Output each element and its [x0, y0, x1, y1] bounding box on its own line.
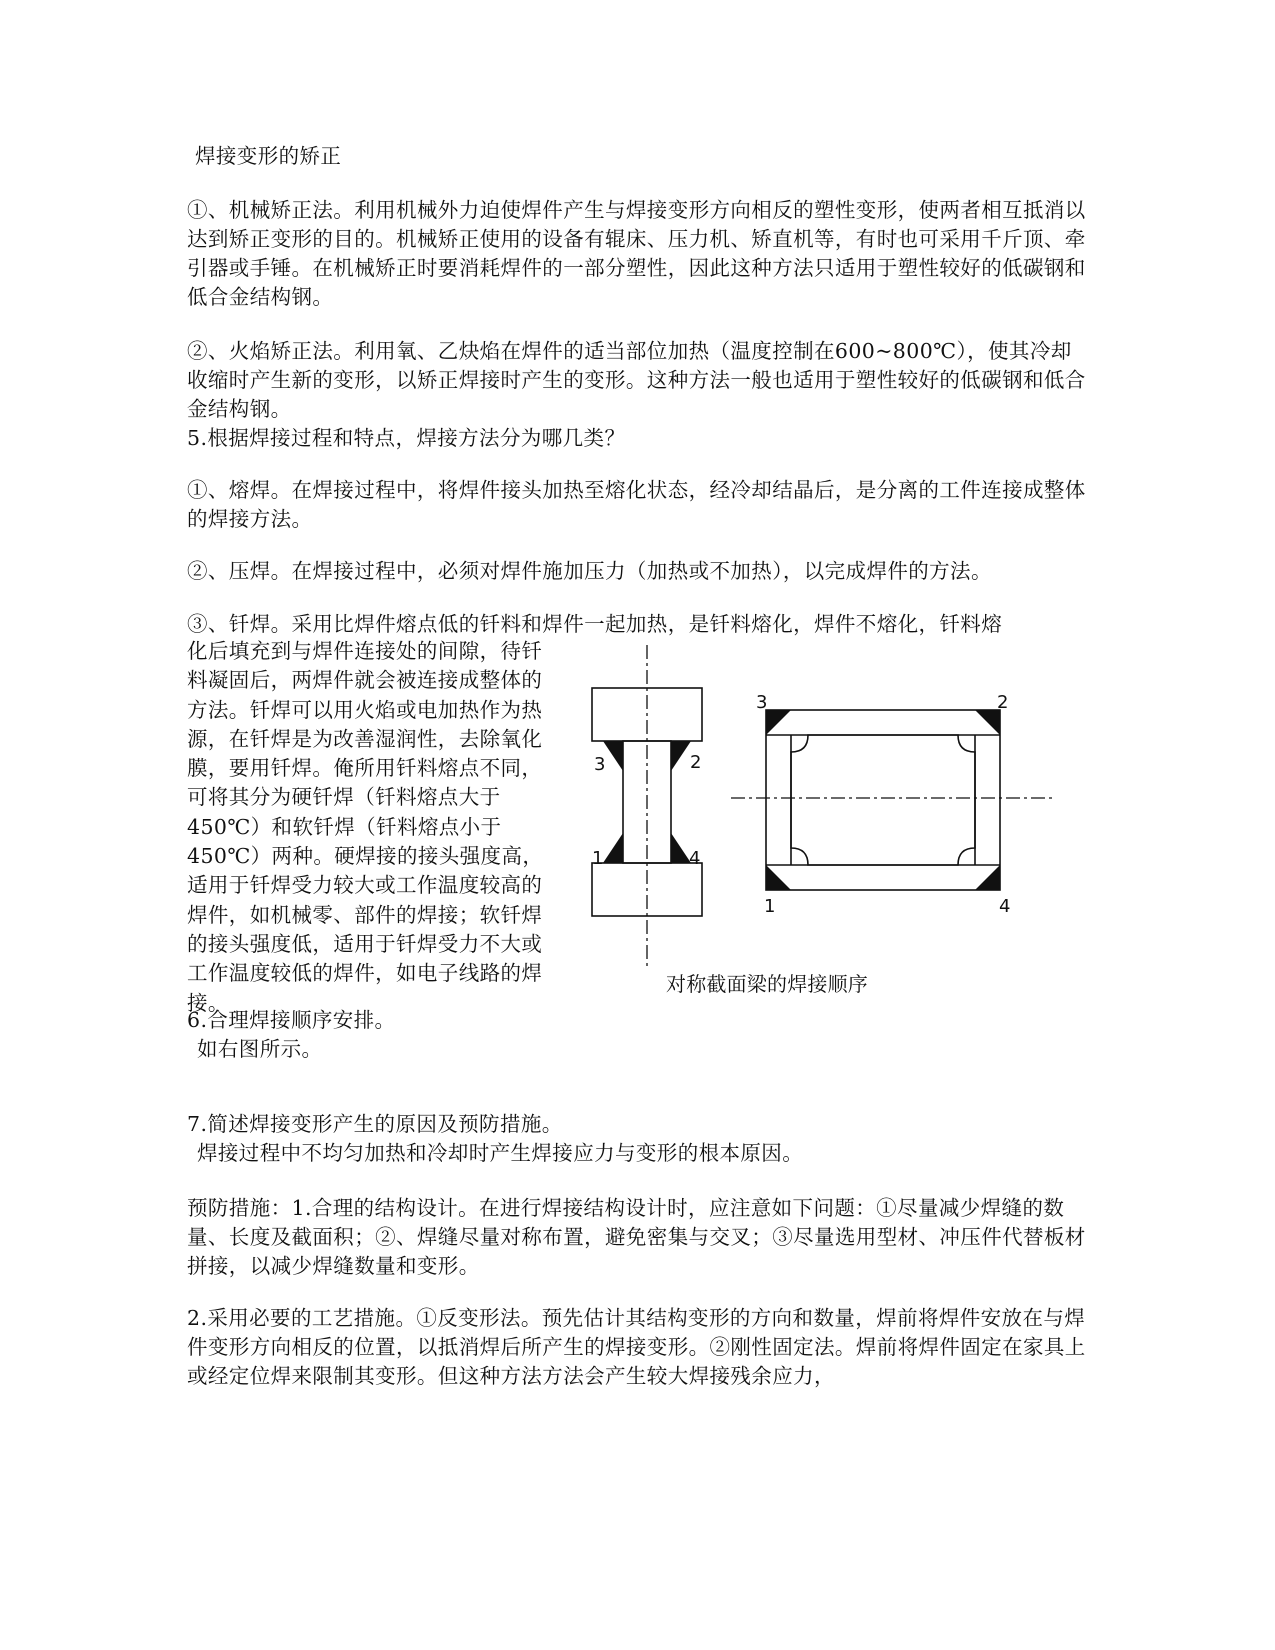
beam-label-2: 2	[690, 752, 702, 773]
beam-weld-3	[603, 741, 623, 771]
box-label-2: 2	[997, 692, 1009, 713]
box-label-1: 1	[764, 896, 776, 917]
paragraph-process-measures: 2.采用必要的工艺措施。①反变形法。预先估计其结构变形的方向和数量，焊前将焊件安放在与焊件变形方向相反的位置，以抵消焊后所产生的焊接变形。②刚性固定法。焊前将焊件固定在家具上或经定位焊来限制其变形。但这种方法方法会产生较大焊接残余应力，	[187, 1306, 1086, 1388]
beam-label-3: 3	[594, 754, 606, 775]
section-title: 焊接变形的矫正	[195, 144, 342, 168]
box-label-3: 3	[756, 692, 768, 713]
beam-weld-4	[671, 833, 691, 863]
paragraph-brazing-first-line: ③、钎焊。采用比焊件熔点低的钎料和焊件一起加热，是钎料熔化，焊件不熔化，钎料熔	[187, 612, 1003, 636]
paragraph-prevention-design: 预防措施：1.合理的结构设计。在进行焊接结构设计时，应注意如下问题：①尽量减少焊缝的数量、长度及截面积；②、焊缝尽量对称布置，避免密集与交叉；③尽量选用型材、冲压件代替板材拼接，以减少焊缝数量和变形。	[187, 1196, 1086, 1278]
box-weld-3	[766, 710, 791, 735]
welding-sequence-figure	[586, 640, 1106, 1010]
paragraph-flame-correction: ②、火焰矫正法。利用氧、乙炔焰在焊件的适当部位加热（温度控制在600~800℃），使其冷却收缩时产生新的变形，以矫正焊接时产生的变形。这种方法一般也适用于塑性较好的低碳钢和低合金结构钢。	[187, 339, 1086, 421]
beam-weld-2	[671, 741, 691, 771]
paragraph-fusion-welding: ①、熔焊。在焊接过程中，将焊件接头加热至熔化状态，经冷却结晶后，是分离的工件连接成整体的焊接方法。	[187, 478, 1086, 531]
question-5: 5.根据焊接过程和特点，焊接方法分为哪几类？	[187, 426, 626, 450]
box-weld-2	[975, 710, 1000, 735]
beam-label-1: 1	[592, 848, 604, 869]
question-6: 6.合理焊接顺序安排。	[187, 1008, 396, 1032]
question-6-answer: 如右图所示。	[197, 1037, 323, 1061]
beam-weld-1	[603, 833, 623, 863]
paragraph-pressure-welding: ②、压焊。在焊接过程中，必须对焊件施加压力（加热或不加热），以完成焊件的方法。	[187, 559, 992, 583]
question-7-answer: 焊接过程中不均匀加热和冷却时产生焊接应力与变形的根本原因。	[197, 1141, 804, 1165]
box-label-4: 4	[999, 896, 1011, 917]
box-outer	[766, 710, 1000, 890]
beam-label-4: 4	[689, 848, 701, 869]
box-weld-1	[766, 865, 791, 890]
paragraph-mechanical-correction: ①、机械矫正法。利用机械外力迫使焊件产生与焊接变形方向相反的塑性变形，使两者相互抵消以达到矫正变形的目的。机械矫正使用的设备有辊床、压力机、矫直机等，有时也可采用千斤顶、牵引器或手锤。在机械矫正时要消耗焊件的一部分塑性，因此这种方法只适用于塑性较好的低碳钢和低合金结构钢。	[187, 198, 1086, 309]
paragraph-brazing-body: 化后填充到与焊件连接处的间隙，待钎料凝固后，两焊件就会被连接成整体的方法。钎焊可以用火焰或电加热作为热源，在钎焊是为改善湿润性，去除氧化膜，要用钎焊。俺所用钎料熔点不同，可将其分为硬钎焊（钎料熔点大于450℃）和软钎焊（钎料熔点小于450℃）两种。硬焊接的接头强度高，适用于钎焊受力较大或工作温度较高的焊件，如机械零、部件的焊接；软钎焊的接头强度低，适用于钎焊受力不大或工作温度较低的焊件，如电子线路的焊接。	[187, 639, 544, 1015]
figure-caption: 对称截面梁的焊接顺序	[666, 972, 868, 996]
box-inner-contour	[791, 735, 975, 865]
question-7: 7.简述焊接变形产生的原因及预防措施。	[187, 1112, 563, 1136]
box-weld-4	[975, 865, 1000, 890]
